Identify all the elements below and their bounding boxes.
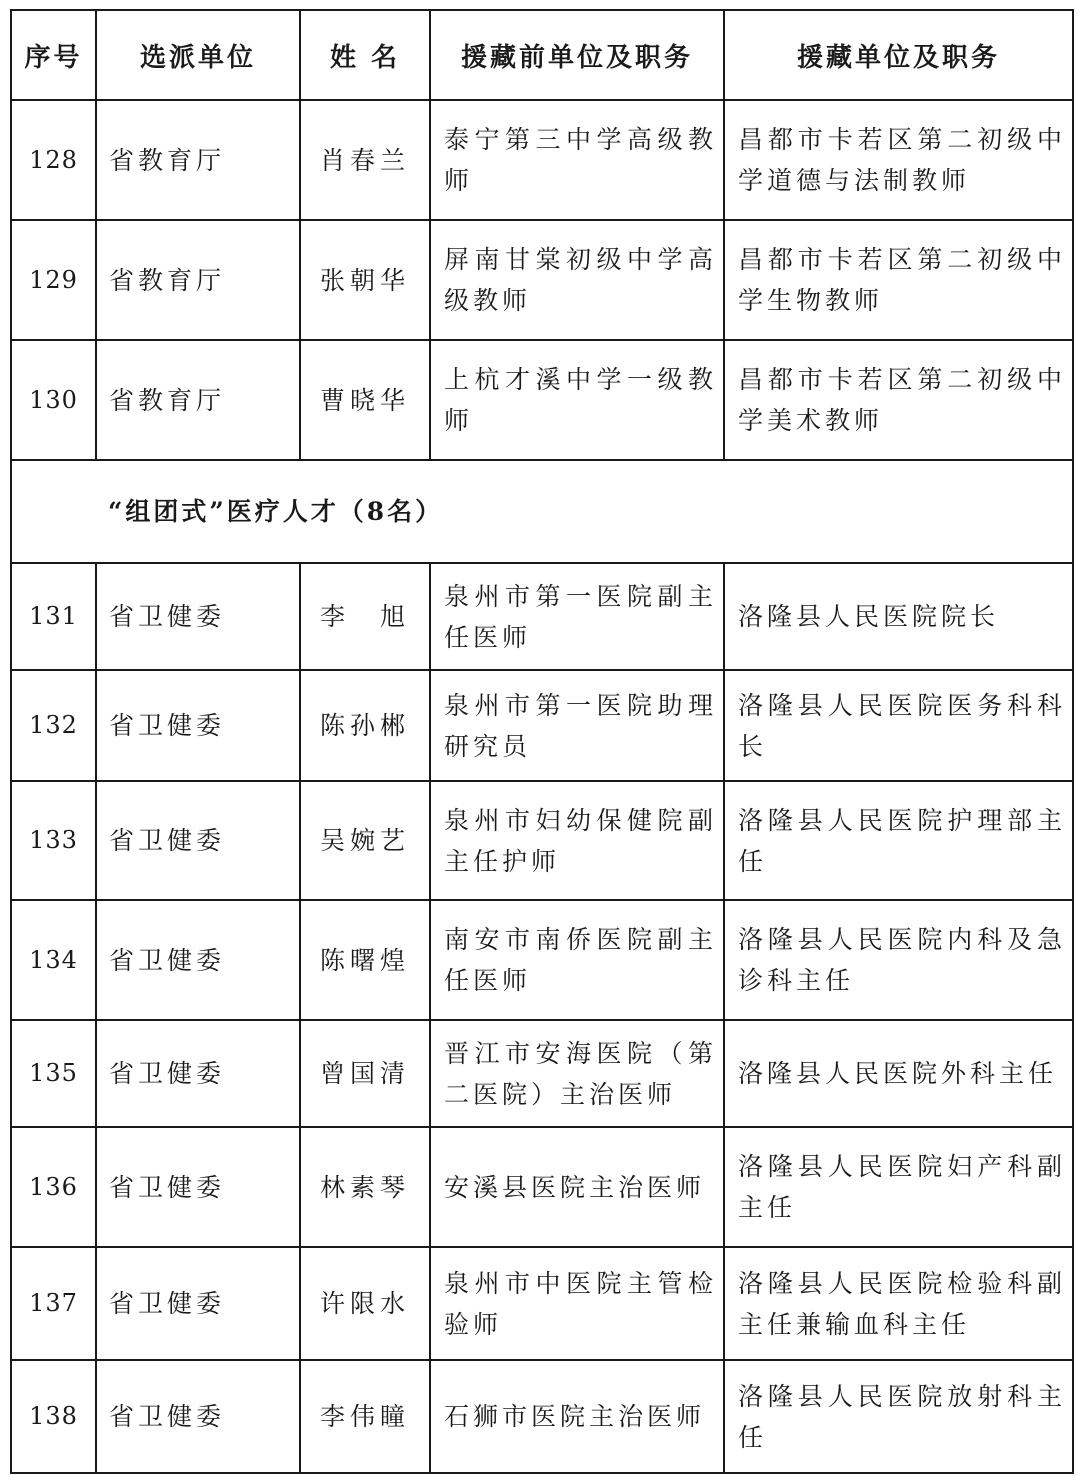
cell-name: 曾国清 (300, 1020, 430, 1127)
cell-unit: 省卫健委 (96, 563, 300, 670)
cell-no: 137 (11, 1247, 96, 1360)
cell-name: 李伟瞳 (300, 1360, 430, 1473)
cell-unit: 省卫健委 (96, 781, 300, 900)
cell-after: 洛隆县人民医院护理部主任 (724, 781, 1073, 900)
cell-unit: 省教育厅 (96, 100, 300, 220)
table-row (11, 100, 1073, 220)
cell-no: 136 (11, 1127, 96, 1247)
cell-before: 泉州市第一医院助理研究员 (430, 670, 724, 781)
table-row (11, 340, 1073, 460)
cell-before: 泉州市第一医院副主任医师 (430, 563, 724, 670)
cell-before: 安溪县医院主治医师 (430, 1127, 724, 1247)
table-row (11, 1127, 1073, 1247)
cell-no: 134 (11, 900, 96, 1020)
table-row (11, 220, 1073, 340)
cell-before: 泉州市中医院主管检验师 (430, 1247, 724, 1360)
cell-unit: 省教育厅 (96, 340, 300, 460)
cell-after: 洛隆县人民医院外科主任 (724, 1020, 1073, 1127)
cell-after: 洛隆县人民医院妇产科副主任 (724, 1127, 1073, 1247)
cell-name: 曹晓华 (300, 340, 430, 460)
cell-after: 洛隆县人民医院检验科副主任兼输血科主任 (724, 1247, 1073, 1360)
cell-after: 洛隆县人民医院放射科主任 (724, 1360, 1073, 1473)
cell-name: 肖春兰 (300, 100, 430, 220)
cell-no: 138 (11, 1360, 96, 1473)
cell-unit: 省卫健委 (96, 1360, 300, 1473)
cell-no: 132 (11, 670, 96, 781)
cell-unit: 省教育厅 (96, 220, 300, 340)
cell-no: 128 (11, 100, 96, 220)
table-row (11, 900, 1073, 1020)
cell-name: 李 旭 (300, 563, 430, 670)
header-unit: 选派单位 (96, 10, 300, 100)
header-after: 援藏单位及职务 (724, 10, 1073, 100)
cell-name: 陈曙煌 (300, 900, 430, 1020)
cell-no: 135 (11, 1020, 96, 1127)
cell-after: 昌都市卡若区第二初级中学美术教师 (724, 340, 1073, 460)
cell-no: 131 (11, 563, 96, 670)
cell-name: 林素琴 (300, 1127, 430, 1247)
cell-name: 许限水 (300, 1247, 430, 1360)
cell-name: 吴婉艺 (300, 781, 430, 900)
cell-unit: 省卫健委 (96, 1020, 300, 1127)
cell-after: 洛隆县人民医院院长 (724, 563, 1073, 670)
cell-before: 泰宁第三中学高级教师 (430, 100, 724, 220)
table-row (11, 1020, 1073, 1127)
personnel-table (10, 9, 1074, 1474)
table-row (11, 1360, 1073, 1473)
cell-unit: 省卫健委 (96, 670, 300, 781)
cell-before: 屏南甘棠初级中学高级教师 (430, 220, 724, 340)
table-row (11, 1247, 1073, 1360)
cell-before: 晋江市安海医院（第二医院）主治医师 (430, 1020, 724, 1127)
table-row (11, 781, 1073, 900)
table-row (11, 670, 1073, 781)
cell-before: 上杭才溪中学一级教师 (430, 340, 724, 460)
header-name: 姓 名 (300, 10, 430, 100)
cell-name: 陈孙郴 (300, 670, 430, 781)
cell-after: 昌都市卡若区第二初级中学道德与法制教师 (724, 100, 1073, 220)
cell-before: 石狮市医院主治医师 (430, 1360, 724, 1473)
cell-name: 张朝华 (300, 220, 430, 340)
cell-before: 南安市南侨医院副主任医师 (430, 900, 724, 1020)
cell-unit: 省卫健委 (96, 1127, 300, 1247)
cell-after: 洛隆县人民医院医务科科长 (724, 670, 1073, 781)
cell-before: 泉州市妇幼保健院副主任护师 (430, 781, 724, 900)
table-header-row (11, 10, 1073, 100)
cell-no: 133 (11, 781, 96, 900)
cell-no: 130 (11, 340, 96, 460)
section-row (11, 460, 1073, 563)
header-before: 援藏前单位及职务 (430, 10, 724, 100)
table-row (11, 563, 1073, 670)
cell-no: 129 (11, 220, 96, 340)
cell-unit: 省卫健委 (96, 900, 300, 1020)
cell-unit: 省卫健委 (96, 1247, 300, 1360)
section-title: “组团式”医疗人才（8名） (11, 460, 1073, 563)
header-no: 序号 (11, 10, 96, 100)
cell-after: 洛隆县人民医院内科及急诊科主任 (724, 900, 1073, 1020)
cell-after: 昌都市卡若区第二初级中学生物教师 (724, 220, 1073, 340)
